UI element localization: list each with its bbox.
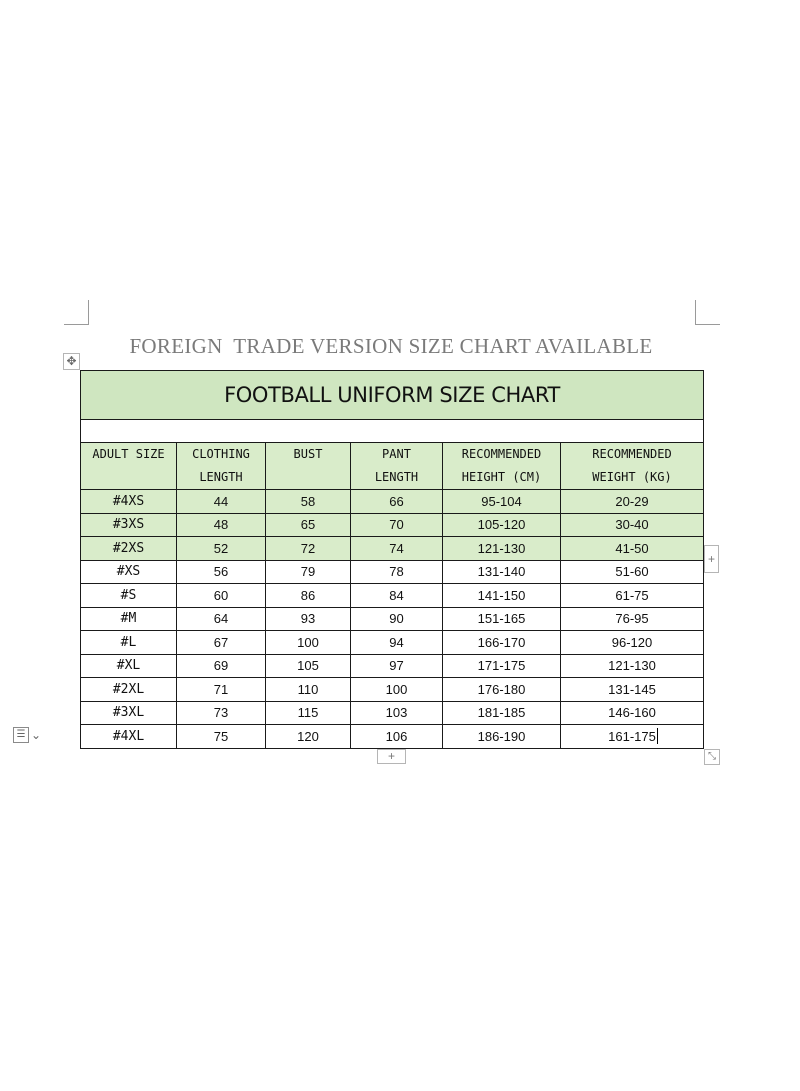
cell-height: 181-185 [443,701,561,725]
cell-weight: 96-120 [561,631,704,655]
cell-weight: 51-60 [561,560,704,584]
table-row [81,584,704,608]
cell-clothing-length: 60 [177,584,266,608]
table-row [81,678,704,702]
header-adult-size: ADULT SIZE [81,443,177,490]
blank-row [81,420,704,443]
cell-size: #XS [81,560,177,584]
cell-bust: 72 [266,537,351,561]
cell-size: #4XS [81,490,177,514]
table-row [81,631,704,655]
cell-bust: 93 [266,607,351,631]
cell-clothing-length: 64 [177,607,266,631]
cell-height: 121-130 [443,537,561,561]
cell-weight: 146-160 [561,701,704,725]
cell-height: 131-140 [443,560,561,584]
table-row [81,537,704,561]
cell-height: 105-120 [443,513,561,537]
cell-bust: 58 [266,490,351,514]
cell-height: 166-170 [443,631,561,655]
cell-pant-length: 100 [351,678,443,702]
cell-pant-length: 106 [351,725,443,749]
cell-height: 176-180 [443,678,561,702]
cell-weight: 121-130 [561,654,704,678]
table-row [81,725,704,749]
header-recommended-weight: RECOMMENDED WEIGHT (KG) [561,443,704,490]
header-clothing-length: CLOTHING LENGTH [177,443,266,490]
cell-pant-length: 84 [351,584,443,608]
cell-size: #2XL [81,678,177,702]
cell-size: #M [81,607,177,631]
cell-size: #XL [81,654,177,678]
header-pant-length: PANT LENGTH [351,443,443,490]
cell-weight: 20-29 [561,490,704,514]
cell-size: #2XS [81,537,177,561]
cell-height: 151-165 [443,607,561,631]
table-row [81,513,704,537]
cell-clothing-length: 44 [177,490,266,514]
table-title: FOOTBALL UNIFORM SIZE CHART [81,371,704,420]
cell-bust: 105 [266,654,351,678]
cell-weight: 76-95 [561,607,704,631]
cell-pant-length: 103 [351,701,443,725]
cell-pant-length: 74 [351,537,443,561]
cell-height: 141-150 [443,584,561,608]
cell-size: #4XL [81,725,177,749]
cell-pant-length: 90 [351,607,443,631]
cell-clothing-length: 75 [177,725,266,749]
cell-bust: 100 [266,631,351,655]
cell-weight: 161-175 [561,725,704,749]
cell-weight: 61-75 [561,584,704,608]
page-corner-top-left [64,300,89,325]
layout-options-icon: ☰ [13,727,29,743]
document-heading: FOREIGN TRADE VERSION SIZE CHART AVAILABLE [129,334,653,358]
cell-pant-length: 78 [351,560,443,584]
cell-size: #3XS [81,513,177,537]
cell-pant-length: 94 [351,631,443,655]
cell-pant-length: 66 [351,490,443,514]
table-row [81,654,704,678]
move-arrows-icon[interactable]: ✥ [63,353,80,370]
page-corner-top-right [695,300,720,325]
resize-diagonal-icon[interactable]: ⤡ [704,749,720,765]
header-bust: BUST [266,443,351,490]
cell-bust: 65 [266,513,351,537]
cell-bust: 110 [266,678,351,702]
cell-size: #L [81,631,177,655]
cell-clothing-length: 73 [177,701,266,725]
cell-pant-length: 97 [351,654,443,678]
cell-height: 171-175 [443,654,561,678]
cell-weight: 131-145 [561,678,704,702]
cell-size: #3XL [81,701,177,725]
table-row [81,701,704,725]
cell-height: 186-190 [443,725,561,749]
table-row [81,490,704,514]
cell-bust: 115 [266,701,351,725]
table-row [81,560,704,584]
cell-clothing-length: 71 [177,678,266,702]
cell-height: 95-104 [443,490,561,514]
text-cursor [657,728,658,744]
cell-clothing-length: 69 [177,654,266,678]
cell-bust: 79 [266,560,351,584]
header-recommended-height: RECOMMENDED HEIGHT (CM) [443,443,561,490]
chevron-down-icon: ⌄ [31,728,42,742]
cell-clothing-length: 56 [177,560,266,584]
cell-pant-length: 70 [351,513,443,537]
header-row [81,443,704,490]
size-chart-table [80,370,704,749]
layout-options-button[interactable] [13,727,45,743]
add-row-button[interactable]: + [377,749,406,764]
add-column-button[interactable]: + [704,545,719,573]
cell-bust: 120 [266,725,351,749]
cell-weight: 30-40 [561,513,704,537]
table-row [81,607,704,631]
cell-clothing-length: 67 [177,631,266,655]
cell-clothing-length: 48 [177,513,266,537]
cell-weight: 41-50 [561,537,704,561]
cell-size: #S [81,584,177,608]
cell-bust: 86 [266,584,351,608]
cell-clothing-length: 52 [177,537,266,561]
